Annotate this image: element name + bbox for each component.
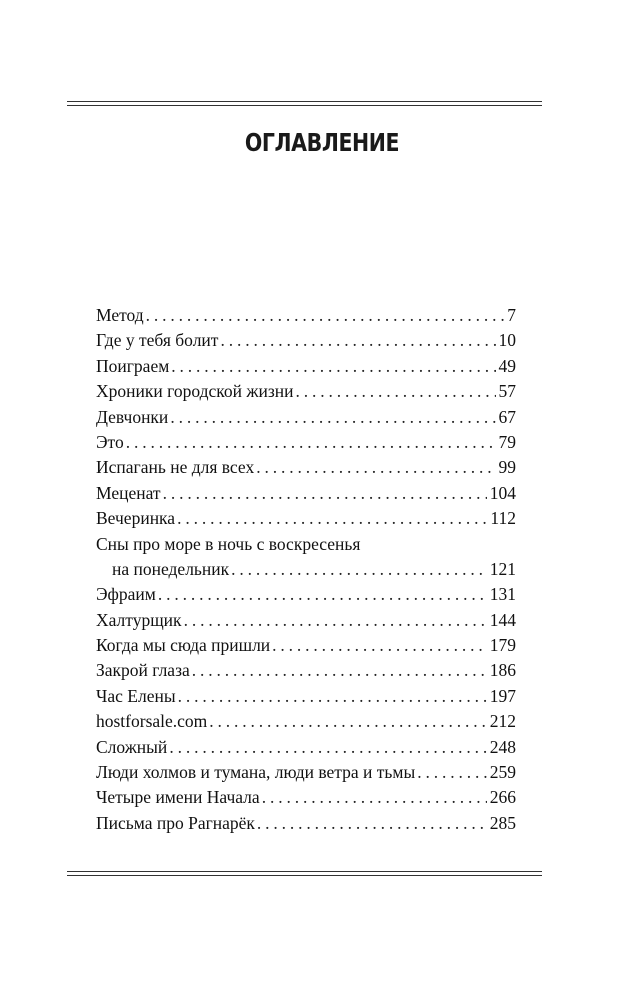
toc-entry-page: 121 (489, 558, 516, 579)
toc-entry-page: 144 (489, 609, 516, 630)
dot-leader (256, 455, 495, 480)
toc-entry-page: 67 (498, 406, 516, 427)
toc-entry[interactable] (96, 582, 516, 607)
toc-entry[interactable] (96, 506, 516, 531)
toc-entry-title: Испагань не для всех (96, 457, 255, 478)
toc-entry[interactable] (96, 532, 516, 583)
toc-entry-page: 212 (489, 711, 516, 732)
toc-entry-title: Когда мы сюда пришли (96, 635, 271, 656)
toc-entry-page: 10 (498, 330, 516, 351)
toc-entry-page: 186 (489, 660, 516, 681)
dot-leader (220, 328, 495, 353)
dot-leader (158, 582, 487, 607)
toc-entry[interactable] (96, 405, 516, 430)
toc-entry-page: 285 (489, 812, 516, 833)
dot-leader (192, 658, 487, 683)
dot-leader (171, 354, 495, 379)
toc-entry[interactable] (96, 455, 516, 480)
dot-leader (209, 709, 486, 734)
dot-leader (146, 303, 505, 328)
toc-entry-title: Поиграем (96, 355, 170, 376)
dot-leader (231, 557, 487, 582)
dot-leader (169, 735, 486, 760)
toc-entry-title: Халтурщик (96, 609, 182, 630)
toc-entry[interactable] (96, 709, 516, 734)
toc-entry-title: Письма про Рагнарёк (96, 812, 255, 833)
toc-entry-page: 79 (498, 431, 516, 452)
toc-entry[interactable] (96, 785, 516, 810)
dot-leader (184, 608, 487, 633)
toc-entry[interactable] (96, 354, 516, 379)
toc-entry[interactable] (96, 481, 516, 506)
dot-leader (178, 684, 487, 709)
toc-entry[interactable] (96, 303, 516, 328)
toc-entry-title: Девчонки (96, 406, 169, 427)
top-double-rule (67, 101, 542, 106)
toc-entry-title: Четыре имени Начала (96, 787, 260, 808)
page-title: ОГЛАВЛЕНИЕ (244, 128, 400, 157)
toc-entry-title: Эфраим (96, 584, 156, 605)
toc-entry-page: 197 (489, 685, 516, 706)
toc-entry-page: 49 (498, 355, 516, 376)
dot-leader (272, 633, 487, 658)
dot-leader (262, 785, 487, 810)
toc-entry-title: Хроники городской жизни (96, 381, 294, 402)
toc-entry-page: 104 (489, 482, 516, 503)
toc-entry-title: Вечеринка (96, 508, 176, 529)
toc-entry-page: 112 (490, 508, 516, 529)
toc-entry-title: Люди холмов и тумана, люди ветра и тьмы (96, 762, 416, 783)
dot-leader (170, 405, 495, 430)
toc-entry-page: 7 (507, 305, 516, 325)
toc-entry-title: Метод (96, 305, 144, 325)
toc-entry-title-continued: на понедельник (112, 558, 230, 579)
toc-entry-page: 266 (489, 787, 516, 808)
toc-entry-title: Меценат (96, 482, 161, 503)
toc-entry-page: 131 (489, 584, 516, 605)
dot-leader (417, 760, 487, 785)
toc-entry-title: Закрой глаза (96, 660, 190, 681)
toc-entry[interactable] (96, 608, 516, 633)
toc-entry[interactable] (96, 430, 516, 455)
toc-entry-title: Сложный (96, 736, 168, 757)
bottom-double-rule (67, 871, 542, 876)
toc-entry-page: 99 (498, 457, 516, 478)
toc-entry[interactable] (96, 811, 516, 836)
toc-entry[interactable] (96, 328, 516, 353)
toc-entry[interactable] (96, 735, 516, 760)
dot-leader (163, 481, 487, 506)
toc-entry-title: Где у тебя болит (96, 330, 219, 351)
toc-entry-title: Это (96, 431, 124, 452)
dot-leader (257, 811, 487, 836)
dot-leader (177, 506, 487, 531)
toc-entry[interactable] (96, 684, 516, 709)
toc-entry[interactable] (96, 379, 516, 404)
dot-leader (126, 430, 496, 455)
dot-leader (295, 379, 495, 404)
toc-entry-page: 179 (489, 635, 516, 656)
toc-entry-page: 57 (498, 381, 516, 402)
toc-entry[interactable] (96, 760, 516, 785)
toc-entry-title: hostforsale.com (96, 711, 208, 732)
toc-entry-page: 248 (489, 736, 516, 757)
toc-entry[interactable] (96, 633, 516, 658)
toc-entry-page: 259 (489, 762, 516, 783)
toc-entry[interactable] (96, 658, 516, 683)
toc-entry-title: Час Елены (96, 685, 176, 706)
table-of-contents (96, 303, 516, 836)
toc-entry-title: Сны про море в ночь с воскресенья (96, 533, 361, 554)
